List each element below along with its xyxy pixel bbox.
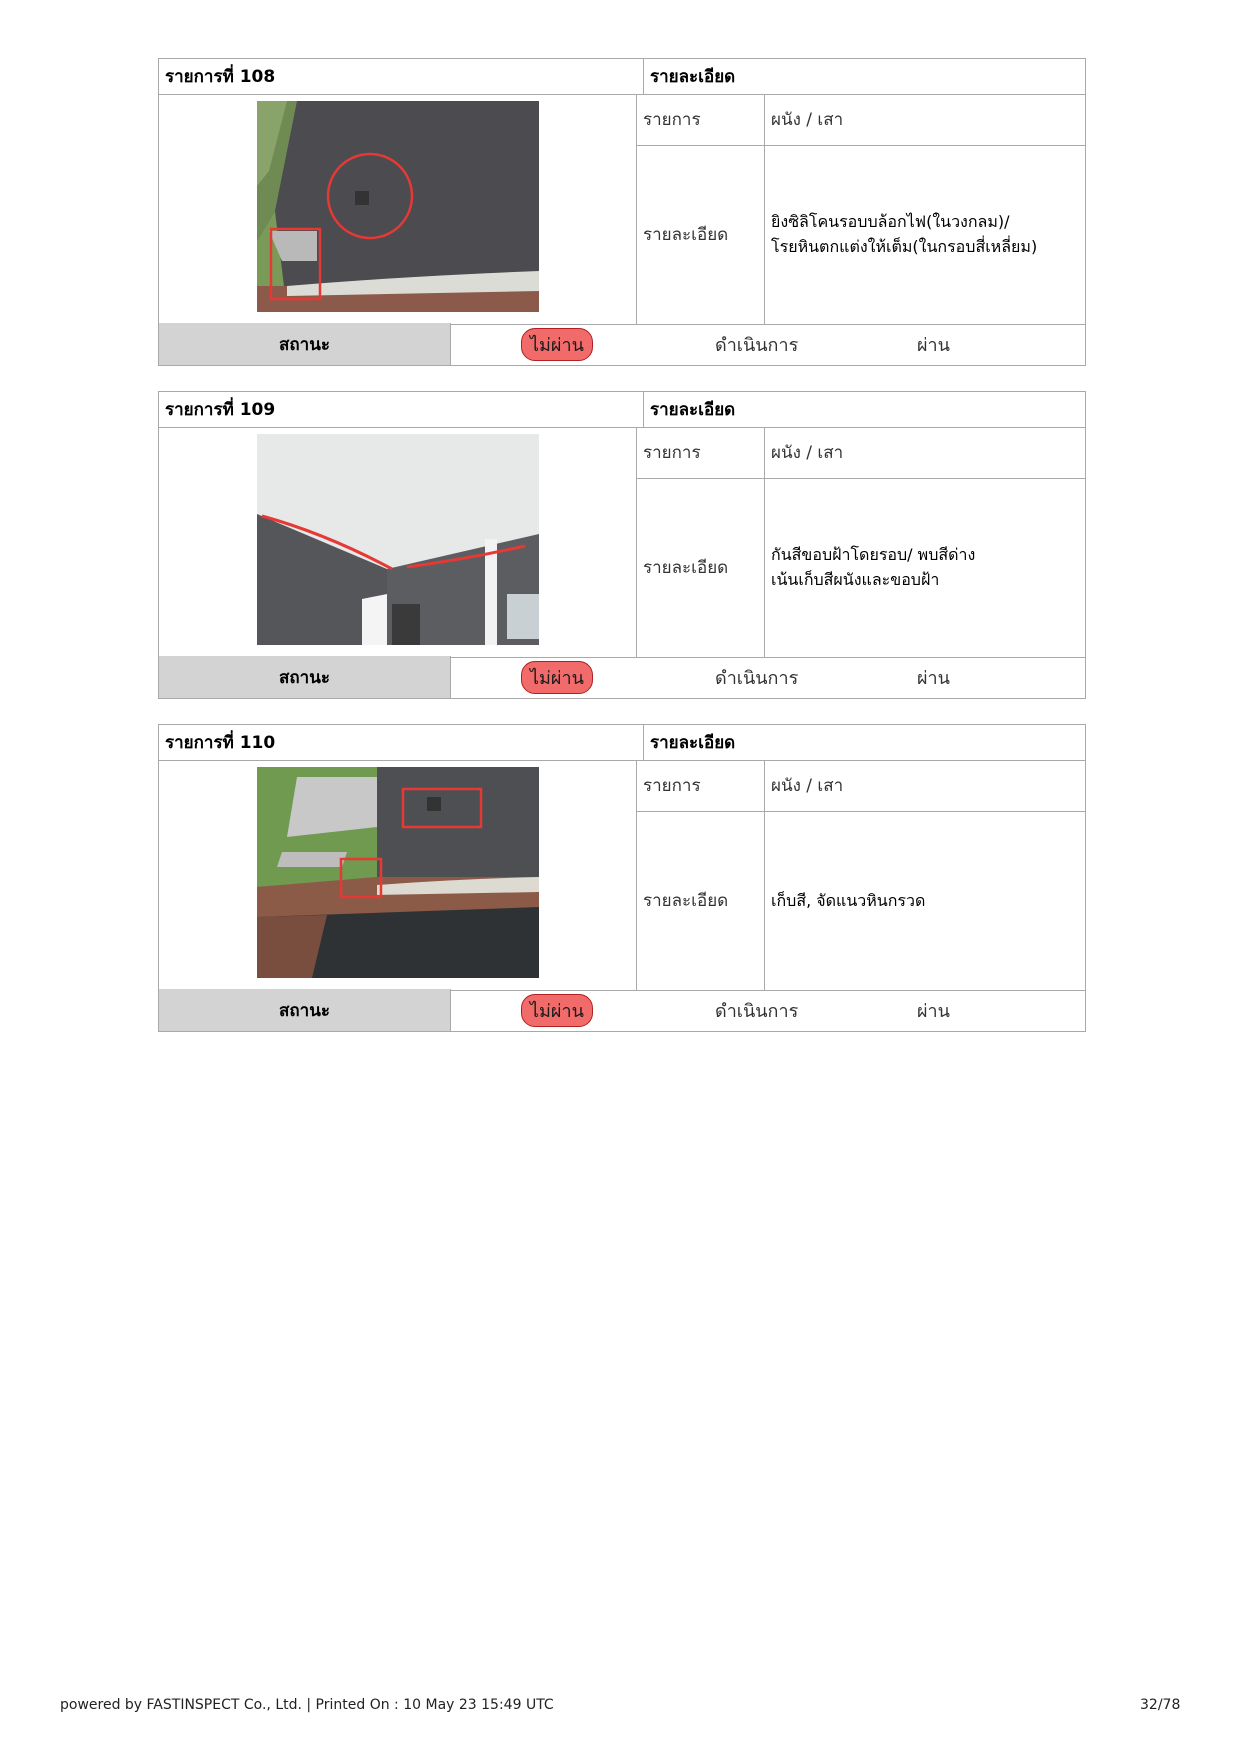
- status-in-progress-option[interactable]: ดำเนินการ: [715, 334, 799, 356]
- inspection-item-109: [158, 391, 1086, 699]
- footer-credit: powered by FASTINSPECT Co., Ltd. | Printed On : 10 May 23 15:49 UTC: [60, 1697, 554, 1713]
- item-title: รายการที่ 109: [159, 392, 644, 427]
- item-label: รายการ: [637, 95, 765, 145]
- detail-text: [765, 478, 1085, 657]
- status-in-progress-option[interactable]: ดำเนินการ: [715, 1000, 799, 1022]
- status-pass-option[interactable]: ผ่าน: [917, 667, 950, 689]
- item-value: ผนัง / เสา: [771, 443, 844, 463]
- detail-header: รายละเอียด: [644, 725, 1086, 760]
- detail-label: รายละเอียด: [637, 478, 765, 657]
- status-pass-option[interactable]: ผ่าน: [917, 334, 950, 356]
- item-title: รายการที่ 110: [159, 725, 644, 760]
- status-label: สถานะ: [159, 989, 451, 1031]
- photo-cell: [159, 761, 637, 990]
- photo-cell: [159, 95, 637, 324]
- detail-header: รายละเอียด: [644, 59, 1086, 94]
- item-value: ผนัง / เสา: [771, 110, 844, 130]
- detail-label: รายละเอียด: [637, 145, 765, 324]
- item-header: [159, 725, 1085, 761]
- detail-text: [765, 145, 1085, 324]
- status-in-progress-option[interactable]: ดำเนินการ: [715, 667, 799, 689]
- page-number: 32/78: [1140, 1697, 1181, 1713]
- status-row: [159, 989, 1085, 1031]
- detail-line: เก็บสี, จัดแนวหินกรวด: [771, 890, 926, 910]
- status-label: สถานะ: [159, 323, 451, 365]
- status-fail-option[interactable]: ไม่ผ่าน: [521, 989, 593, 1031]
- status-row: [159, 656, 1085, 698]
- status-label: สถานะ: [159, 656, 451, 698]
- detail-line: โรยหินตกแต่งให้เต็ม(ในกรอบสี่เหลี่ยม): [771, 237, 1038, 256]
- inspection-photo[interactable]: [257, 434, 539, 645]
- detail-line: กันสีขอบฝ้าโดยรอบ/ พบสีด่าง: [771, 545, 976, 564]
- inspection-item-108: [158, 58, 1086, 366]
- inspection-photo[interactable]: [257, 101, 539, 312]
- detail-header: รายละเอียด: [644, 392, 1086, 427]
- status-fail-option[interactable]: ไม่ผ่าน: [521, 323, 593, 365]
- detail-line: ยิงซิลิโคนรอบบล้อกไฟ(ในวงกลม)/: [771, 212, 1010, 231]
- item-label: รายการ: [637, 761, 765, 811]
- detail-text: [765, 811, 1085, 990]
- item-title: รายการที่ 108: [159, 59, 644, 94]
- status-row: [159, 323, 1085, 365]
- detail-line: เน้นเก็บสีผนังและขอบฝ้า: [771, 570, 940, 589]
- item-label: รายการ: [637, 428, 765, 478]
- status-pass-option[interactable]: ผ่าน: [917, 1000, 950, 1022]
- inspection-item-110: [158, 724, 1086, 1032]
- status-fail-option[interactable]: ไม่ผ่าน: [521, 656, 593, 698]
- item-header: [159, 392, 1085, 428]
- item-value: ผนัง / เสา: [771, 776, 844, 796]
- item-header: [159, 59, 1085, 95]
- photo-cell: [159, 428, 637, 657]
- detail-label: รายละเอียด: [637, 811, 765, 990]
- inspection-photo[interactable]: [257, 767, 539, 978]
